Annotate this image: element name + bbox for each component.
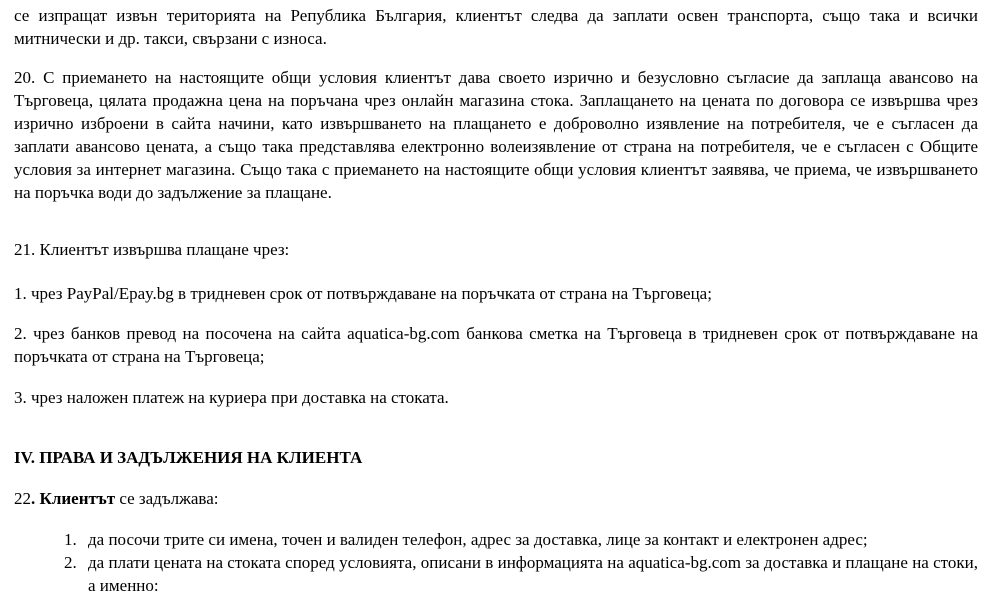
paragraph-21-item-3: 3. чрез наложен платеж на куриера при доставка на стоката. (14, 388, 449, 407)
list-item-text: да посочи трите си имена, точен и валиден телефон, адрес за доставка, лице за контакт и електронен адрес; (88, 530, 868, 549)
paragraph-21: 21. Клиентът извършва плащане чрез: (14, 240, 290, 259)
paragraph-22 (14, 487, 978, 510)
paragraph-22-rest: се задължава: (115, 489, 219, 508)
paragraph-21-item-1: 1. чрез PayPal/Epay.bg в тридневен срок от потвърждаване на поръчката от страна на Търговеца; (14, 284, 712, 303)
list-item-number: 2. (64, 553, 77, 572)
list-item-number: 1. (64, 530, 77, 549)
paragraph-20: 20. С приемането на настоящите общи условия клиентът дава своето изрично и безусловно съгласие да заплаща авансово на Търговеца, цялата продажна цена на поръчана чрез онлайн магазина стока. Заплащането на цената по договора се извършва чрез изрично изброени в сайта начини, като извършването на плащането е доброволно изявление на потребителя, че е съгласен да заплати авансово цената, а също така представлява електронно волеизявление от страна на потребителя, че е съгласен с Общите условия за интернет магазина. Също така с приемането на настоящите общи условия клиентът заявява, че приема, че извършването на поръчка води до задължение за плащане. (14, 68, 978, 202)
paragraph-22-number: 22 (14, 489, 31, 508)
paragraph-22-bold: . Клиентът (31, 489, 116, 508)
list-item (14, 528, 978, 551)
paragraph-intro: се изпращат извън територията на Република България, клиентът следва да заплати освен транспорта, също така и всички митнически и др. такси, свързани с износа. (14, 6, 978, 48)
list-item-text: да плати цената на стоката според условията, описани в информацията на aquatica-bg.com за доставка и плащане на стоки, а именно: (88, 553, 978, 595)
obligations-list (14, 528, 978, 597)
section-heading: IV. ПРАВА И ЗАДЪЛЖЕНИЯ НА КЛИЕНТА (14, 448, 363, 467)
paragraph-21-item-2: 2. чрез банков превод на посочена на сайта aquatica-bg.com банкова сметка на Търговеца в тридневен срок от потвърждаване на поръчката от страна на Търговеца; (14, 324, 978, 366)
list-item (14, 551, 978, 597)
